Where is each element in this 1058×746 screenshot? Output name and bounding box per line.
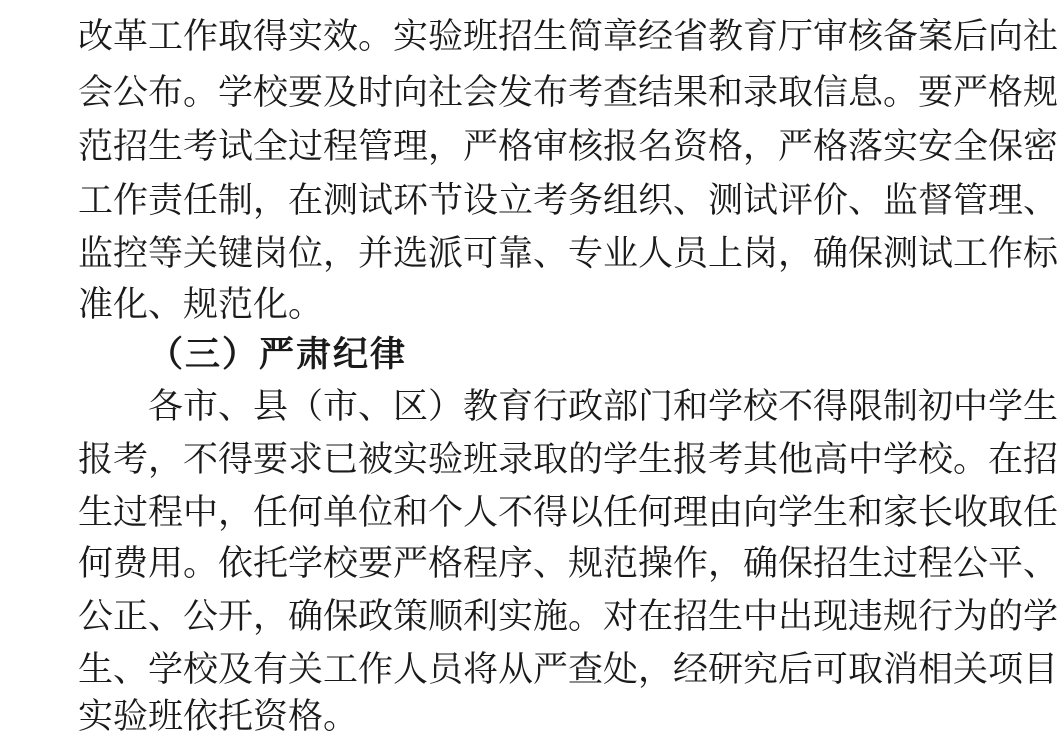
paragraph-1-line-4: 工作责任制，在测试环节设立考务组织、测试评价、监督管理、	[78, 181, 1058, 221]
paragraph-1-line-3: 范招生考试全过程管理，严格审核报名资格，严格落实安全保密	[78, 127, 1058, 167]
paragraph-2-line-5: 公正、公开，确保政策顺利实施。对在招生中出现违规行为的学	[78, 597, 1058, 637]
paragraph-1-line-1: 改革工作取得实效。实验班招生简章经省教育厅审核备案后向社	[78, 17, 1058, 57]
paragraph-1-line-2: 会公布。学校要及时向社会发布考查结果和录取信息。要严格规	[78, 73, 1058, 113]
paragraph-2-line-6: 生、学校及有关工作人员将从严查处，经研究后可取消相关项目	[78, 650, 1058, 690]
paragraph-2-line-3: 生过程中，任何单位和个人不得以任何理由向学生和家长收取任	[78, 493, 1058, 533]
paragraph-2-line-1: 各市、县（市、区）教育行政部门和学校不得限制初中学生	[148, 387, 1058, 427]
paragraph-1-line-6: 准化、规范化。	[78, 285, 324, 325]
section-heading: （三）严肃纪律	[148, 335, 408, 375]
paragraph-1-line-5: 监控等关键岗位，并选派可靠、专业人员上岗，确保测试工作标	[78, 234, 1058, 274]
paragraph-2-line-7: 实验班依托资格。	[78, 697, 359, 737]
paragraph-2-line-4: 何费用。依托学校要严格程序、规范操作，确保招生过程公平、	[78, 544, 1058, 584]
paragraph-2-line-2: 报考，不得要求已被实验班录取的学生报考其他高中学校。在招	[78, 440, 1058, 480]
